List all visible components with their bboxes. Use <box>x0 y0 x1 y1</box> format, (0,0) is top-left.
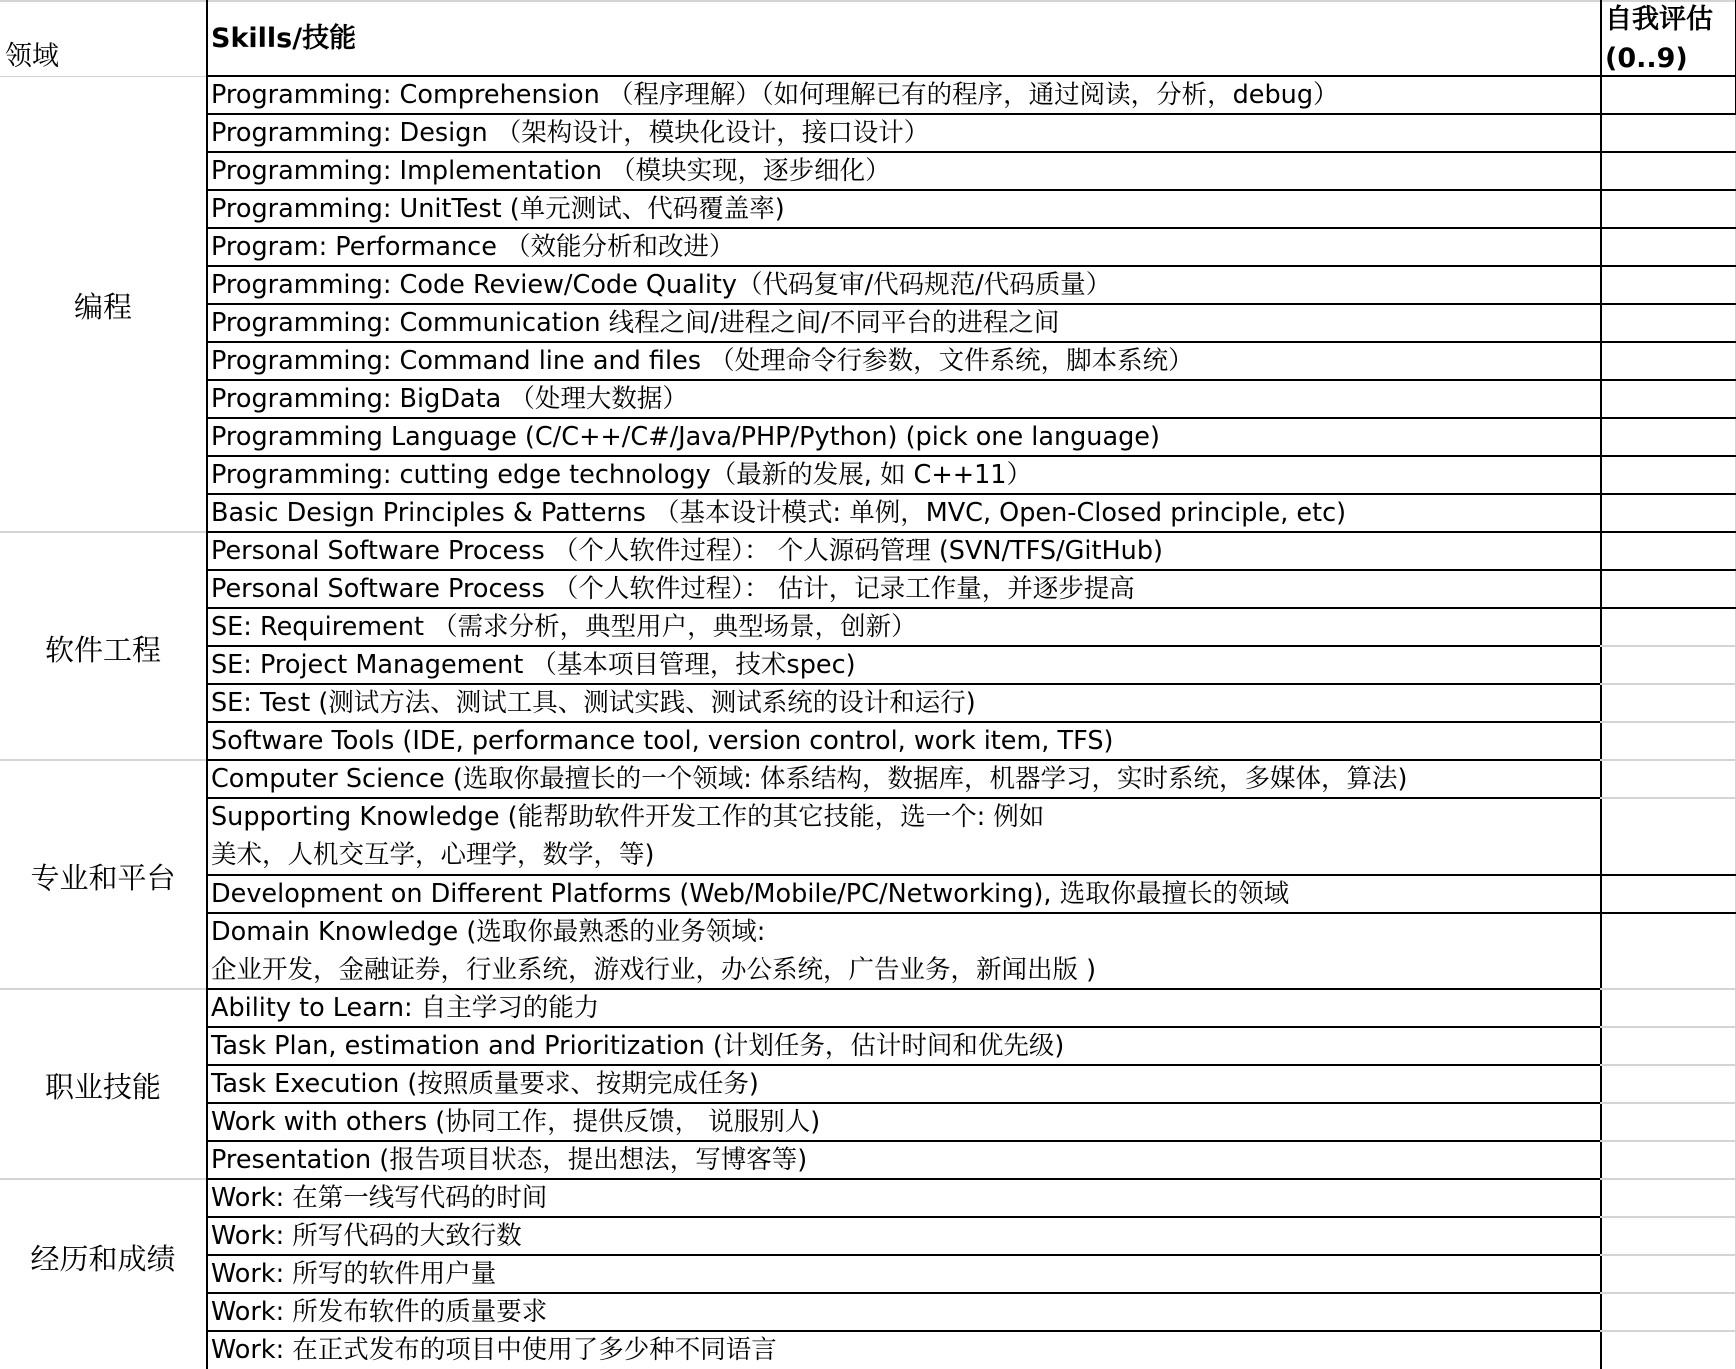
skill-row-text-line2: 企业开发，金融证券，行业系统，游戏行业，办公系统，广告业务，新闻出版 ) <box>211 955 1097 985</box>
grid-line <box>1600 797 1736 799</box>
header-domain: 领域 <box>5 41 59 72</box>
skill-row-text: Programming: Code Review/Code Quality（代码复审/代码规范/代码质量） <box>211 270 1112 300</box>
grid-line <box>206 379 1602 381</box>
grid-line <box>1600 189 1736 191</box>
grid-line <box>206 912 1602 914</box>
grid-line <box>1600 1216 1736 1218</box>
skill-row-text: Programming: Comprehension （程序理解）（如何理解已有的程序，通过阅读，分析，debug） <box>211 80 1339 110</box>
self-eval-cell[interactable] <box>1602 267 1735 303</box>
grid-line <box>1600 113 1736 115</box>
self-eval-cell[interactable] <box>1602 305 1735 341</box>
self-eval-cell[interactable] <box>1602 876 1735 912</box>
self-eval-cell[interactable] <box>1602 571 1735 607</box>
skill-row-text: Programming: UnitTest (单元测试、代码覆盖率) <box>211 194 785 224</box>
grid-line <box>1600 341 1736 343</box>
self-eval-cell[interactable] <box>1602 153 1735 189</box>
skill-row-text: Software Tools (IDE, performance tool, version control, work item, TFS) <box>211 726 1114 756</box>
grid-line <box>1600 531 1736 533</box>
grid-line <box>206 874 1602 876</box>
self-eval-cell[interactable] <box>1602 647 1735 683</box>
grid-line <box>1600 912 1736 914</box>
skill-row-text: Programming: Implementation （模块实现，逐步细化） <box>211 156 891 186</box>
grid-line <box>206 1140 1602 1142</box>
skill-row-text: SE: Project Management （基本项目管理，技术spec) <box>211 650 856 680</box>
skill-row-text: Personal Software Process （个人软件过程）： 个人源码管理 (SVN/TFS/GitHub) <box>211 536 1163 566</box>
skill-row-text: Supporting Knowledge (能帮助软件开发工作的其它技能，选一个: 例如 <box>211 802 1045 832</box>
grid-line <box>1600 417 1736 419</box>
self-eval-cell[interactable] <box>1602 1294 1735 1330</box>
grid-line <box>206 645 1602 647</box>
self-eval-cell[interactable] <box>1602 1256 1735 1292</box>
grid-line <box>0 1178 206 1180</box>
grid-line <box>1600 988 1736 990</box>
skill-row-text: Work: 在第一线写代码的时间 <box>211 1183 548 1213</box>
header-self-eval-line1: 自我评估 <box>1605 4 1713 35</box>
grid-line <box>1600 683 1736 685</box>
self-eval-cell[interactable] <box>1602 343 1735 379</box>
grid-line <box>0 531 206 533</box>
skill-row-text: SE: Requirement （需求分析，典型用户，典型场景，创新） <box>211 612 917 642</box>
self-eval-cell[interactable] <box>1602 191 1735 227</box>
grid-line <box>1600 265 1736 267</box>
grid-line <box>0 76 206 77</box>
grid-line <box>206 1178 1602 1180</box>
grid-line <box>206 341 1602 343</box>
grid-line <box>206 1292 1602 1294</box>
grid-line <box>1600 569 1736 571</box>
skill-row-text: Basic Design Principles & Patterns （基本设计模式: 单例，MVC, Open-Closed principle, etc) <box>211 498 1347 528</box>
grid-line <box>1600 874 1736 876</box>
skill-row-text: Ability to Learn: 自主学习的能力 <box>211 993 600 1023</box>
self-eval-cell[interactable] <box>1602 419 1735 455</box>
grid-line <box>1600 227 1736 229</box>
self-eval-cell[interactable] <box>1602 495 1735 531</box>
grid-line <box>206 303 1602 305</box>
skill-row-text: Work: 所发布软件的质量要求 <box>211 1297 548 1327</box>
self-eval-cell[interactable] <box>1602 381 1735 417</box>
self-eval-cell[interactable] <box>1602 229 1735 265</box>
grid-line <box>1600 151 1736 153</box>
self-eval-cell[interactable] <box>1602 761 1735 797</box>
domain-label-professional-skills: 职业技能 <box>44 1070 161 1104</box>
grid-line <box>1600 1330 1736 1332</box>
grid-line <box>1600 721 1736 723</box>
grid-line <box>0 0 1736 2</box>
self-eval-cell[interactable] <box>1602 115 1735 151</box>
grid-line <box>1600 379 1736 381</box>
self-eval-cell[interactable] <box>1602 1332 1735 1368</box>
self-eval-cell[interactable] <box>1602 799 1735 874</box>
skill-row-text: Work: 所写代码的大致行数 <box>211 1221 522 1251</box>
grid-line <box>1600 1178 1736 1180</box>
grid-line <box>206 531 1602 533</box>
grid-line <box>206 569 1602 571</box>
skill-row-text: Programming: Command line and files （处理命令行参数，文件系统，脚本系统） <box>211 346 1194 376</box>
grid-line <box>206 759 1602 761</box>
self-eval-cell[interactable] <box>1602 1028 1735 1064</box>
grid-line <box>206 455 1602 457</box>
skill-row-text: SE: Test (测试方法、测试工具、测试实践、测试系统的设计和运行) <box>211 688 976 718</box>
self-eval-cell[interactable] <box>1602 1104 1735 1140</box>
grid-line <box>1600 759 1736 761</box>
grid-line <box>206 189 1602 191</box>
skill-row-text: Programming: BigData （处理大数据） <box>211 384 688 414</box>
self-eval-cell[interactable] <box>1602 685 1735 721</box>
self-eval-cell[interactable] <box>1602 914 1735 988</box>
grid-line <box>206 493 1602 495</box>
grid-line <box>206 75 1735 77</box>
grid-line <box>206 607 1602 609</box>
grid-line <box>1600 607 1736 609</box>
skill-row-text: Programming Language (C/C++/C#/Java/PHP/Python) (pick one language) <box>211 422 1160 452</box>
grid-line <box>206 721 1602 723</box>
skill-row-text: Task Plan, estimation and Prioritization (计划任务，估计时间和优先级) <box>211 1031 1065 1061</box>
skill-row-text: Work with others (协同工作，提供反馈， 说服别人) <box>211 1107 821 1137</box>
domain-label-specialty-platform: 专业和平台 <box>30 861 176 895</box>
self-eval-cell[interactable] <box>1602 609 1735 645</box>
grid-line <box>1600 1254 1736 1256</box>
self-eval-cell[interactable] <box>1602 1218 1735 1254</box>
skill-row-text: Personal Software Process （个人软件过程）： 估计，记录工作量，并逐步提高 <box>211 574 1135 604</box>
self-eval-cell[interactable] <box>1602 1066 1735 1102</box>
grid-line <box>206 227 1602 229</box>
self-eval-cell[interactable] <box>1602 723 1735 759</box>
grid-line <box>0 759 206 761</box>
grid-line <box>206 797 1602 799</box>
skill-row-text: Presentation (报告项目状态，提出想法，写博客等) <box>211 1145 808 1175</box>
grid-line <box>206 265 1602 267</box>
self-eval-cell[interactable] <box>1602 533 1735 569</box>
grid-line <box>206 1026 1602 1028</box>
grid-line <box>1600 1064 1736 1066</box>
grid-line <box>206 1102 1602 1104</box>
skill-row-text: Domain Knowledge (选取你最熟悉的业务领域: <box>211 917 766 947</box>
skill-row-text: Programming: Design （架构设计，模块化设计，接口设计） <box>211 118 930 148</box>
skill-row-text: Program: Performance （效能分析和改进） <box>211 232 735 262</box>
skill-row-text: Work: 在正式发布的项目中使用了多少种不同语言 <box>211 1335 777 1365</box>
skill-row-text-line2: 美术，人机交互学，心理学，数学，等) <box>211 840 655 870</box>
header-self-eval-line2: (0..9) <box>1605 43 1688 74</box>
grid-line <box>206 683 1602 685</box>
skill-row-text: Programming: Communication 线程之间/进程之间/不同平台的进程之间 <box>211 308 1060 338</box>
self-eval-cell[interactable] <box>1602 1180 1735 1216</box>
self-eval-cell[interactable] <box>1602 990 1735 1026</box>
self-eval-cell[interactable] <box>1602 457 1735 493</box>
grid-line <box>206 1064 1602 1066</box>
skill-row-text: Computer Science (选取你最擅长的一个领域: 体系结构，数据库，机器学习，实时系统，多媒体，算法) <box>211 764 1408 794</box>
grid-line <box>206 417 1602 419</box>
skill-row-text: Development on Different Platforms (Web/Mobile/PC/Networking), 选取你最擅长的领域 <box>211 879 1290 909</box>
grid-line <box>206 1254 1602 1256</box>
grid-line <box>206 113 1602 115</box>
grid-line <box>0 988 206 990</box>
grid-line <box>1600 1026 1736 1028</box>
header-skills: Skills/技能 <box>211 23 357 54</box>
grid-line <box>1600 1102 1736 1104</box>
self-eval-cell[interactable] <box>1602 1142 1735 1178</box>
domain-label-programming: 编程 <box>73 290 132 324</box>
grid-line <box>206 151 1602 153</box>
grid-line <box>1600 455 1736 457</box>
grid-line <box>206 988 1602 990</box>
grid-line <box>1600 1292 1736 1294</box>
skill-row-text: Work: 所写的软件用户量 <box>211 1259 497 1289</box>
skill-row-text: Programming: cutting edge technology（最新的发展, 如 C++11） <box>211 460 1033 490</box>
grid-line <box>1600 493 1736 495</box>
skill-row-text: Task Execution (按照质量要求、按期完成任务) <box>211 1069 759 1099</box>
self-eval-cell[interactable] <box>1602 77 1735 113</box>
grid-line <box>206 1330 1602 1332</box>
domain-label-experience: 经历和成绩 <box>30 1242 176 1276</box>
grid-line <box>1600 1140 1736 1142</box>
grid-line <box>1600 303 1736 305</box>
grid-line <box>1600 645 1736 647</box>
domain-label-software-engineering: 软件工程 <box>44 633 161 667</box>
grid-line <box>206 1216 1602 1218</box>
